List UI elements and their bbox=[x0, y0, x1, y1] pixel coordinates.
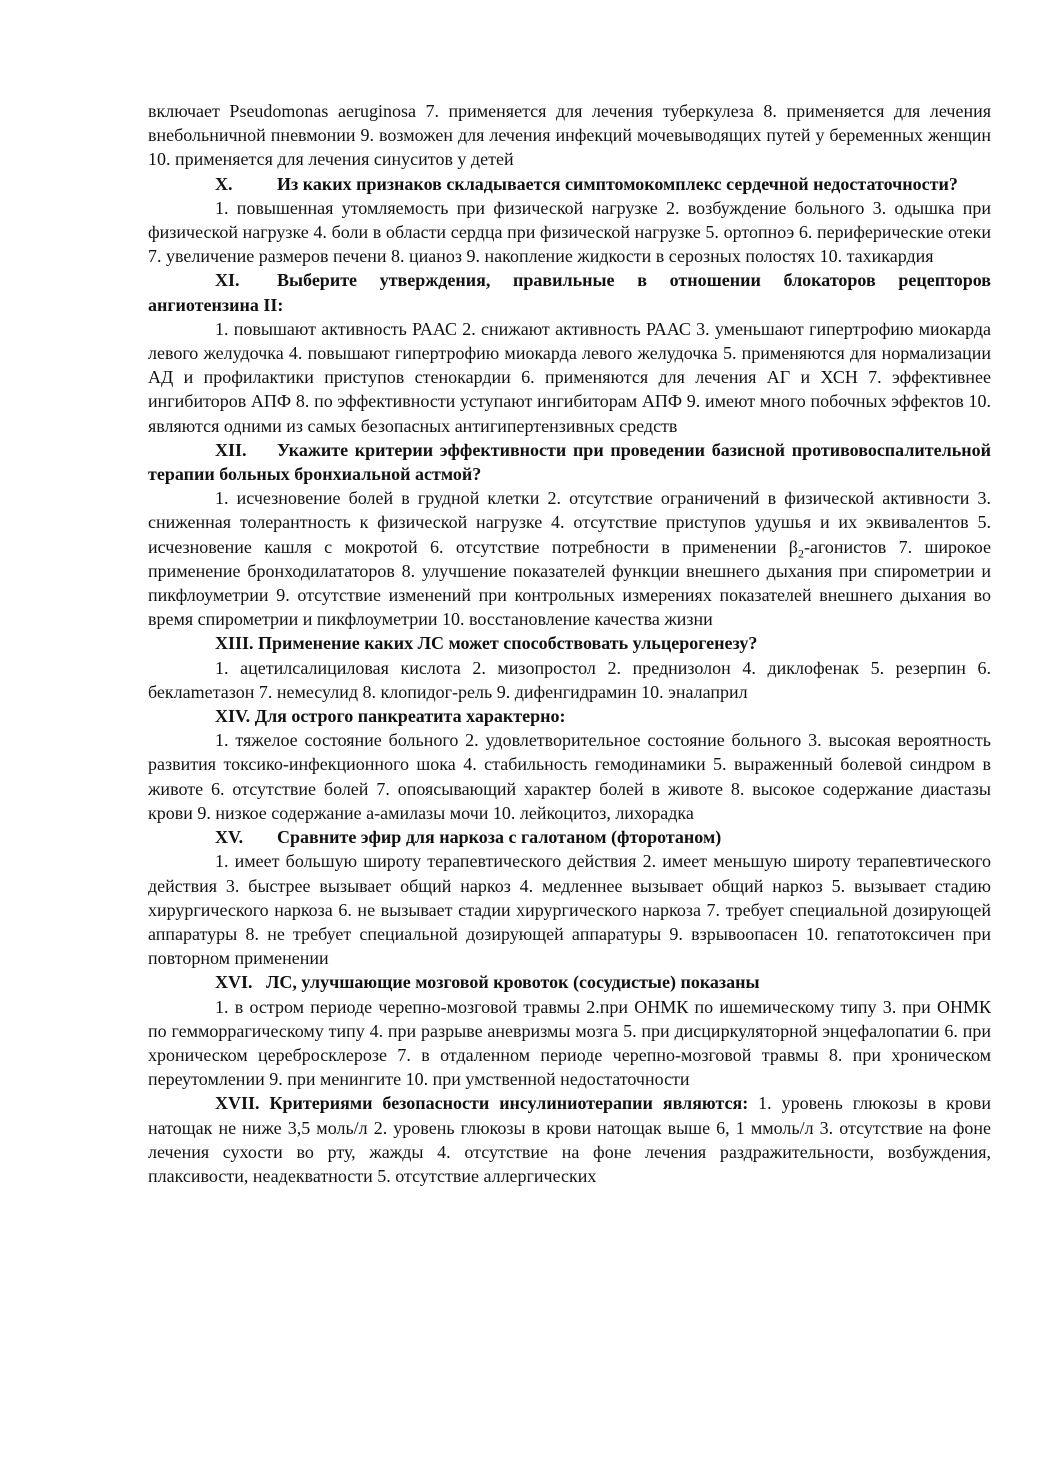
answers-part-a: 1. исчезновение болей в грудной клетки 2. отсутствие ограничений в физической активности 3. сниженная толерантность к физической нагрузке 4. отсутствие приступов удушья и их эквивалентов 5. исчезновение кашля с мокротой 6. отсутствие потребности в применении β bbox=[148, 488, 991, 557]
question-title: Сравните эфир для наркоза с галотаном (фторотаном) bbox=[277, 827, 722, 848]
answers-part-b: -агонистов 7. широкое применение бронходилататоров 8. улучшение показателей функции внешнего дыхания при спирометрии и пикфлоуметрии 9. отсутствие изменений при контрольных измерениях показателей внешнего дыхания во время спирометрии и пикфлоуметрии 10. восстановление качества жизни bbox=[148, 536, 991, 630]
question-xiv-answers: 1. тяжелое состояние больного 2. удовлетворительное состояние больного 3. высокая вероятность развития токсико-инфекционного шока 4. стабильность гемодинамики 5. выраженный болевой синдром в животе 6. отсутствие болей 7. опоясывающий характер болей в животе 8. высокое содержание диастазы крови 9. низкое содержание а-амилазы мочи 10. лейкоцитоз, лихорадка bbox=[148, 730, 991, 823]
question-title: Из каких признаков складывается симптомокомплекс сердечной недостаточности? bbox=[277, 173, 958, 194]
question-number: XVII. bbox=[215, 1093, 260, 1114]
question-title: ЛС, улучшающие мозговой кровоток (сосудистые) показаны bbox=[266, 972, 760, 993]
question-title: Укажите критерии эффективности при проведении базисной противовоспалительной терапии больных бронхиальной астмой? bbox=[148, 439, 991, 485]
question-xi-answers: 1. повышают активность РААС 2. снижают активность РААС 3. уменьшают гипертрофию миокарда левого желудочка 4. повышают гипертрофию миокарда левого желудочка 5. применяются для нормализации АД и профилактики приступов стенокардии 6. применяются для лечения АГ и ХСН 7. эффективнее ингибиторов АПФ 8. по эффективности уступают ингибиторам АПФ 9. имеют много побочных эффектов 10. являются одними из самых безопасных антигипертензивных средств bbox=[148, 318, 991, 436]
question-xii-heading bbox=[148, 438, 991, 486]
question-number: XIV. bbox=[215, 706, 251, 727]
question-title: Критериями безопасности инсулиниотерапии являются: bbox=[269, 1093, 749, 1114]
question-number: X. bbox=[215, 173, 233, 194]
question-xv-answers: 1. имеет большую широту терапевтического действия 2. имеет меньшую широту терапевтического действия 3. быстрее вызывает общий наркоз 4. медленнее вызывает общий наркоз 5. вызывает стадию хирургического наркоза 6. не вызывает стадии хирургического наркоза 7. требует специальной дозирующей аппаратуры 8. не требует специальной дозирующей аппаратуры 9. взрывоопасен 10. гепатотоксичен при повторном применении bbox=[148, 851, 991, 969]
question-title: Для острого панкреатита характерно: bbox=[254, 706, 566, 727]
question-number: XVI. bbox=[215, 972, 253, 993]
question-title: Выберите утверждения, правильные в отношении блокаторов рецепторов ангиотензина II: bbox=[148, 270, 991, 315]
question-xvii bbox=[148, 1091, 991, 1188]
question-xvi-heading bbox=[148, 970, 991, 994]
question-xvi-answers: 1. в остром периоде черепно-мозговой травмы 2.при ОНМК по ишемическому типу 3. при ОНМК по гемморрагическому типу 4. при разрыве аневризмы мозга 5. при дисциркуляторной энцефалопатии 6. при хроническом церебросклерозе 7. в отдаленном периоде черепно-мозговой травмы 8. при хроническом переутомлении 9. при менингите 10. при умственной недостаточности bbox=[148, 996, 991, 1090]
question-number: XIII. bbox=[215, 633, 254, 654]
question-xiii-answers: 1. ацетилсалициловая кислота 2. мизопростол 2. преднизолон 4. диклофенак 5. резерпин 6. беклаmетазон 7. немесулид 8. клопидог-рель 9. дифенгидрамин 10. эналаприл bbox=[148, 657, 991, 702]
question-xii-answers bbox=[148, 486, 991, 631]
question-number: XV. bbox=[215, 827, 244, 848]
question-x-heading bbox=[148, 172, 991, 196]
question-xiv-heading bbox=[148, 704, 991, 728]
question-xvii-answers: 1. уровень глюкозы в крови натощак не ниже 3,5 моль/л 2. уровень глюкозы в крови натощак выше 6, 1 ммоль/л 3. отсутствие на фоне лечения сухости во рту, жажды 4. отсутствие на фоне лечения раздражительности, возбуждения, плаксивости, неадекватности 5. отсутствие аллергических bbox=[148, 1093, 991, 1186]
question-x-answers: 1. повышенная утомляемость при физической нагрузке 2. возбуждение больного 3. одышка при физической нагрузке 4. боли в области сердца при физической нагрузке 5. ортопноэ 6. периферические отеки 7. увеличение размеров печени 8. цианоз 9. накопление жидкости в серозных полостях 10. тахикардия bbox=[148, 197, 991, 267]
question-number: XI. bbox=[215, 270, 240, 291]
question-number: XII. bbox=[215, 439, 247, 460]
question-xv-heading bbox=[148, 825, 991, 849]
intro-paragraph: включает Pseudomonas aeruginosa 7. применяется для лечения туберкулеза 8. применяется для лечения внебольничной пневмонии 9. возможен для лечения инфекций мочевыводящих путей у беременных женщин 10. применяется для лечения синуситов у детей bbox=[148, 101, 991, 170]
question-xiii-heading bbox=[148, 631, 991, 655]
subscript-2: 2 bbox=[797, 546, 804, 561]
question-xi-heading bbox=[148, 268, 991, 316]
document-page bbox=[148, 99, 991, 1188]
question-title: Применение каких ЛС может способствовать ульцерогенезу? bbox=[258, 633, 758, 654]
